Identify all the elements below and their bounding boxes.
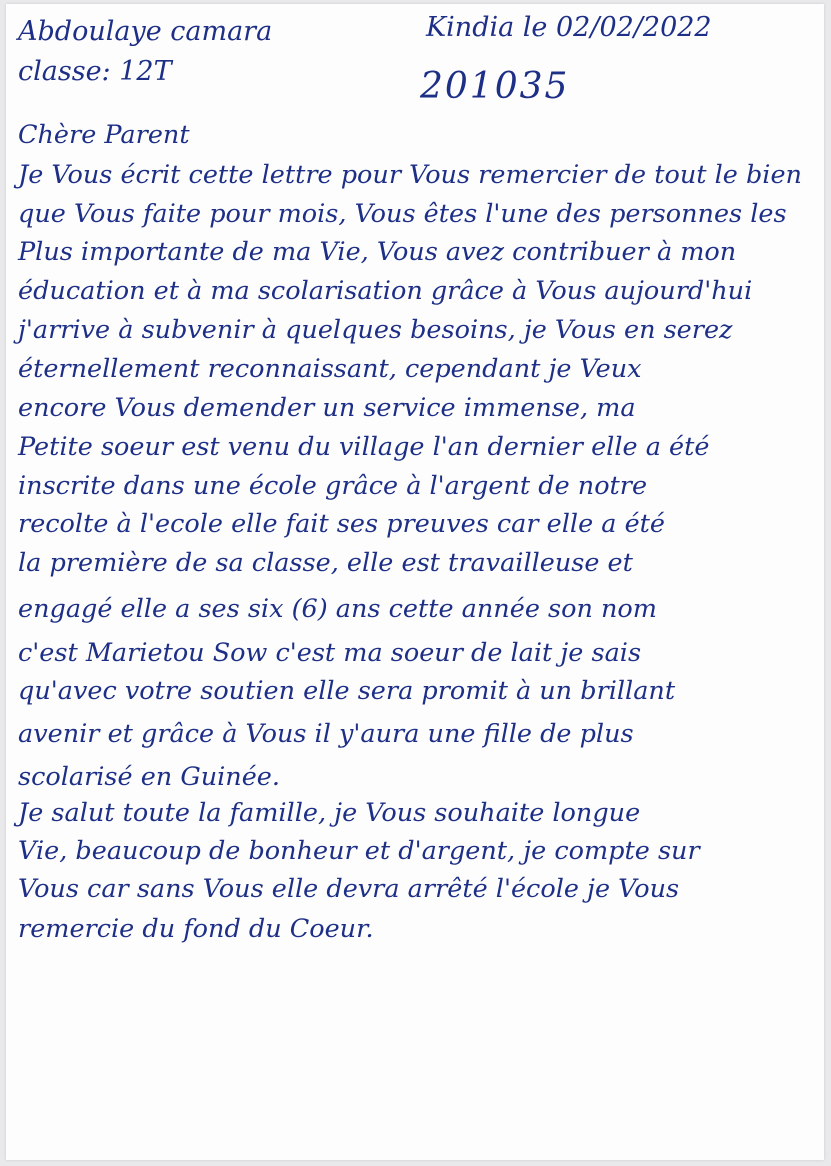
reference-number: 201035 bbox=[420, 66, 570, 107]
body-line: avenir et grâce à Vous il y'aura une fille de plus bbox=[18, 719, 634, 749]
salutation: Chère Parent bbox=[18, 120, 190, 150]
body-line: Vous car sans Vous elle devra arrêté l'école je Vous bbox=[18, 874, 680, 904]
body-line: recolte à l'ecole elle fait ses preuves car elle a été bbox=[18, 509, 666, 539]
body-line: Petite soeur est venu du village l'an dernier elle a été bbox=[18, 432, 710, 462]
body-line: que Vous faite pour mois, Vous êtes l'une des personnes les bbox=[18, 199, 787, 229]
body-line: engagé elle a ses six (6) ans cette année son nom bbox=[18, 594, 657, 624]
body-line: Je Vous écrit cette lettre pour Vous remercier de tout le bien bbox=[18, 160, 802, 190]
body-line: la première de sa classe, elle est travailleuse et bbox=[18, 548, 633, 578]
place-date: Kindia le 02/02/2022 bbox=[426, 12, 712, 43]
author-name: Abdoulaye camara bbox=[18, 16, 273, 47]
class-line: classe: 12T bbox=[18, 56, 172, 87]
closing-line: remercie du fond du Coeur. bbox=[18, 914, 374, 944]
letter-page bbox=[6, 4, 824, 1160]
body-line: j'arrive à subvenir à quelques besoins, je Vous en serez bbox=[18, 315, 733, 345]
body-line: scolarisé en Guinée. bbox=[18, 762, 280, 792]
body-line: c'est Marietou Sow c'est ma soeur de lait je sais bbox=[18, 638, 642, 668]
body-line: Je salut toute la famille, je Vous souhaite longue bbox=[18, 798, 641, 828]
body-line: Vie, beaucoup de bonheur et d'argent, je compte sur bbox=[18, 836, 700, 866]
body-line: qu'avec votre soutien elle sera promit à un brillant bbox=[18, 676, 676, 706]
body-line: éternellement reconnaissant, cependant je Veux bbox=[18, 354, 642, 384]
body-line: Plus importante de ma Vie, Vous avez contribuer à mon bbox=[18, 237, 737, 267]
body-line: inscrite dans une école grâce à l'argent de notre bbox=[18, 471, 648, 501]
body-line: encore Vous demender un service immense, ma bbox=[18, 393, 636, 423]
body-line: éducation et à ma scolarisation grâce à Vous aujourd'hui bbox=[18, 276, 753, 306]
